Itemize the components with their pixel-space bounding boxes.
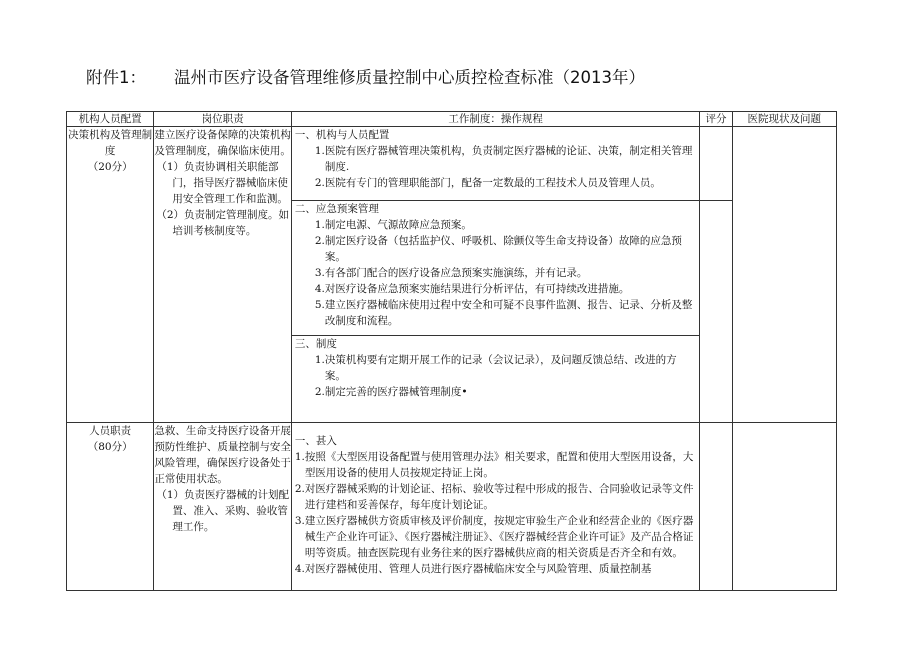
section-heading: 一、机构与人员配置 (294, 129, 390, 141)
column-header: 医院现状及问题 (732, 112, 836, 127)
category-name: 人员职责 (89, 425, 132, 437)
column-header: 工作制度：操作规程 (291, 112, 700, 127)
status-cell (732, 423, 836, 591)
section-item: 1.医院有医疗器械管理决策机构，负责制定医疗器械的论证、决策，制定相关管理制度. (314, 145, 693, 173)
status-cell (732, 127, 836, 423)
section-item: 4.对医疗设备应急预案实施结果进行分析评估，有可持续改进措施。 (314, 283, 630, 295)
section-heading: 三、制度 (294, 338, 337, 350)
duty-cell (154, 423, 292, 591)
column-header: 机构人员配置 (67, 112, 154, 127)
section-heading: 二、应急预案管理 (294, 203, 379, 215)
category-cell (67, 127, 154, 423)
category-cell (67, 423, 154, 591)
duty-cell (154, 127, 292, 423)
table-row (67, 127, 837, 423)
attachment-label: 附件1： (86, 68, 146, 87)
duty-text: 建立医疗设备保障的决策机构及管理制度，确保临床使用。 (154, 129, 291, 157)
column-header: 评分 (700, 112, 732, 127)
section-item: 1.决策机构要有定期开展工作的记录（会议记录），及问题反馈总结、改进的方案。 (314, 354, 677, 382)
section-item: 2.制定医疗设备（包括监护仪、呼吸机、除颤仪等生命支持设备）故障的应急预案。 (314, 235, 682, 263)
procedure-section (292, 423, 700, 577)
section-item: 5.建立医疗器械临床使用过程中安全和可疑不良事件监测、报告、记录、分析及整改制度和流程。 (314, 299, 693, 327)
procedure-section (292, 200, 700, 335)
table-header-row (67, 112, 837, 127)
duty-text: （1）负责协调相关职能部门，指导医疗器械临床使用安全管理工作和监测。 (156, 161, 288, 205)
standards-table (66, 111, 837, 591)
section-item: 2.医院有专门的管理职能部门，配备一定数最的工程技术人员及管理人员。 (314, 177, 661, 189)
score-cell (700, 127, 732, 423)
category-score: （80分） (87, 441, 133, 453)
duty-text: 急救、生命支持医疗设备开展预防性维护、质量控制与安全风险管理，确保医疗设备处于正常使用状态。 (154, 425, 291, 485)
category-name: 决策机构及管理制度 (68, 129, 153, 157)
score-cell (700, 423, 732, 591)
table-row (67, 423, 837, 591)
section-item: 4.对医疗器械使用、管理人员进行医疗器械临床安全与风险管理、质量控制基 (294, 563, 652, 575)
page-title: 温州市医疗设备管理维修质量控制中心质控检查标准（2013年） (174, 68, 645, 87)
section-item: 2.制定完善的医疗器械管理制度• (314, 386, 468, 398)
procedure-cell (291, 127, 700, 423)
procedure-section (292, 127, 700, 200)
section-item: 3.有各部门配合的医疗设备应急预案实施演练，并有记录。 (314, 267, 588, 279)
section-item: 1.制定电源、气源故障应急预案。 (314, 219, 472, 231)
duty-text: （2）负责制定管理制度。如培训考核制度等。 (156, 209, 290, 237)
section-heading: 一、甚入 (294, 435, 337, 447)
procedure-cell (291, 423, 700, 591)
procedure-section (292, 335, 700, 422)
section-item: 2.对医疗器械采购的计划论证、招标、验收等过程中形成的报告、合同验收记录等文件进行建档和妥善保存，每年度计划论证。 (294, 483, 694, 511)
section-item: 1.按照《大型医用设备配置与使用管理办法》相关要求，配置和使用大型医用设备，大型医用设备的使用人员按规定持证上岗。 (294, 451, 694, 479)
category-score: （20分） (87, 161, 133, 173)
section-item: 3.建立医疗器械供方资质审核及评价制度，按规定审验生产企业和经营企业的《医疗器械生产企业许可证》、《医疗器械注册证》、《医疗器械经营企业许可证》及产品合格证明等资质。抽查医院现有业务往来的医疗器械供应商的相关资质是否齐全和有效。 (294, 515, 694, 559)
document-title-line (86, 64, 645, 88)
duty-text: （1）负责医疗器械的计划配置、准入、采购、验收管理工作。 (156, 489, 290, 533)
column-header: 岗位职责 (154, 112, 292, 127)
